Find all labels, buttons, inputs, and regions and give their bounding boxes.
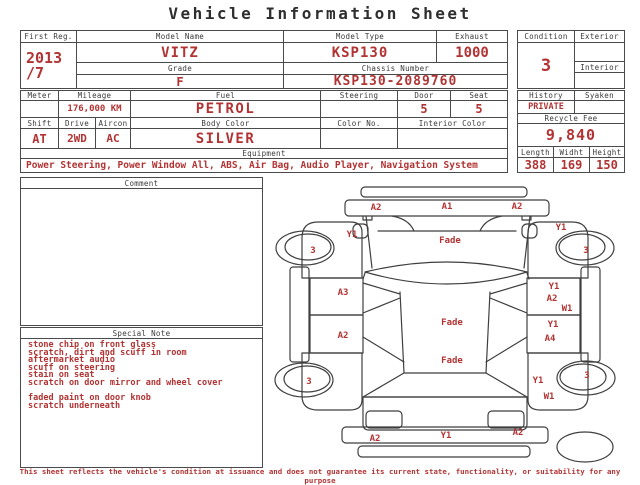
width-value: 169 — [553, 157, 590, 173]
model-type-value: KSP130 — [283, 42, 437, 63]
meter-value — [20, 100, 59, 118]
history-header: History — [517, 90, 575, 101]
length-value: 388 — [517, 157, 554, 173]
height-header: Height — [589, 146, 625, 158]
model-name-header: Model Name — [76, 30, 284, 43]
damage-marker: A2 — [369, 434, 381, 444]
exterior-value — [574, 42, 625, 62]
aircon-value: AC — [95, 128, 131, 149]
interior-color-header: Interior Color — [397, 117, 508, 129]
note-line: stain on seat — [28, 370, 95, 381]
steering-header: Steering — [320, 90, 398, 101]
damage-markers — [306, 202, 589, 444]
shift-value: AT — [20, 128, 59, 149]
interior-value — [574, 72, 625, 89]
disclaimer-text: This sheet reflects the vehicle's condition at issuance and does not guarantee its current state, functionality, or suitability for any purpose — [19, 467, 621, 485]
condition-header: Condition — [517, 30, 575, 43]
exhaust-header: Exhaust — [436, 30, 508, 43]
first-reg-year: 2013 — [26, 48, 63, 67]
first-reg-header: First Reg. — [20, 30, 77, 43]
door-header: Door — [397, 90, 451, 101]
meter-header: Meter — [20, 90, 59, 101]
damage-marker: 3 — [583, 246, 589, 256]
exterior-header: Exterior — [574, 30, 625, 43]
exhaust-value: 1000 — [436, 42, 508, 63]
damage-marker: Y1 — [346, 230, 358, 240]
grade-header: Grade — [76, 62, 284, 75]
damage-marker: A2 — [512, 428, 524, 438]
damage-marker: 3 — [306, 377, 312, 387]
damage-marker: Fade — [441, 318, 463, 328]
syaken-value — [574, 100, 625, 114]
color-no-header: Color No. — [320, 117, 398, 129]
damage-marker: Y1 — [547, 320, 559, 330]
history-value: PRIVATE — [517, 100, 575, 114]
damage-marker: W1 — [561, 304, 573, 314]
special-note-body — [20, 338, 263, 468]
recycle-fee-header: Recycle Fee — [517, 113, 625, 124]
drive-value: 2WD — [58, 128, 96, 149]
damage-marker: A2 — [370, 203, 382, 213]
model-name-value: VITZ — [76, 42, 284, 63]
note-line: stone chip on front glass — [28, 340, 156, 350]
damage-marker: Y1 — [440, 431, 452, 441]
note-line: scratch, dirt and scuff in room — [28, 347, 187, 358]
grade-value: F — [76, 74, 284, 89]
comment-header: Comment — [20, 177, 263, 189]
interior-header: Interior — [574, 61, 625, 73]
note-line: scratch on door mirror and wheel cover — [28, 377, 223, 388]
page-title: Vehicle Information Sheet — [168, 4, 472, 23]
fuel-header: Fuel — [130, 90, 321, 101]
note-line: scuff on steering — [28, 362, 115, 373]
note-line: aftermarket audio — [28, 355, 115, 366]
first-reg-month: /7 — [26, 63, 45, 82]
length-header: Length — [517, 146, 554, 158]
width-header: Widht — [553, 146, 590, 158]
condition-value: 3 — [517, 42, 575, 89]
damage-marker: 3 — [310, 246, 316, 256]
color-no-value — [320, 128, 398, 149]
chassis-number-value: KSP130-2089760 — [283, 74, 508, 89]
damage-marker: Y1 — [532, 376, 544, 386]
damage-marker: 3 — [584, 371, 590, 381]
chassis-number-header: Chassis Number — [283, 62, 508, 75]
comment-body — [20, 188, 263, 326]
mileage-value: 176,000 KM — [58, 100, 131, 118]
damage-marker: A2 — [337, 331, 349, 341]
seat-value: 5 — [450, 100, 508, 118]
fuel-value: PETROL — [130, 100, 321, 118]
drive-header: Drive — [58, 117, 96, 129]
shift-header: Shift — [20, 117, 59, 129]
door-value: 5 — [397, 100, 451, 118]
damage-marker: A1 — [441, 202, 453, 212]
body-color-value: SILVER — [130, 128, 321, 149]
mileage-header: Mileage — [58, 90, 131, 101]
special-note-header: Special Note — [20, 327, 263, 339]
model-type-header: Model Type — [283, 30, 437, 43]
damage-marker: Y1 — [548, 282, 560, 292]
syaken-header: Syaken — [574, 90, 625, 101]
damage-marker: A2 — [546, 294, 558, 304]
interior-color-value — [397, 128, 508, 149]
note-line: faded paint on door knob — [28, 393, 151, 404]
seat-header: Seat — [450, 90, 508, 101]
damage-marker: Fade — [439, 236, 461, 246]
first-reg-value — [20, 42, 77, 89]
damage-marker: Y1 — [555, 223, 567, 233]
body-color-header: Body Color — [130, 117, 321, 129]
damage-marker: A4 — [544, 334, 556, 344]
damage-marker: A3 — [337, 288, 349, 298]
aircon-header: Aircon — [95, 117, 131, 129]
damage-marker: A2 — [511, 202, 523, 212]
equipment-header: Equipment — [20, 148, 508, 159]
damage-marker: Fade — [441, 356, 463, 366]
damage-marker: W1 — [543, 392, 555, 402]
height-value: 150 — [589, 157, 625, 173]
note-line: scratch underneath — [28, 400, 121, 411]
equipment-value: Power Steering, Power Window All, ABS, Air Bag, Audio Player, Navigation System — [20, 158, 508, 173]
recycle-fee-value: 9,840 — [517, 123, 625, 147]
steering-value — [320, 100, 398, 118]
car-diagram — [260, 183, 640, 467]
